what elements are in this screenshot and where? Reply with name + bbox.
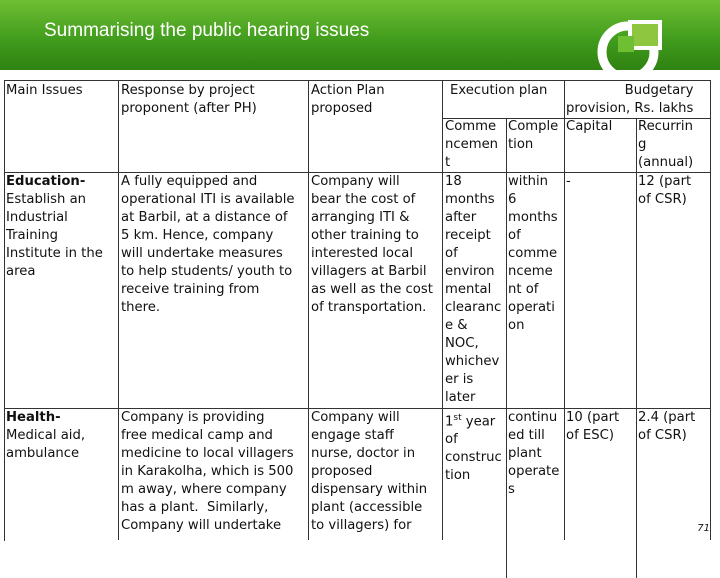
row-health-issue-detail: Medical aid, ambulance: [6, 428, 86, 461]
grid-line: [118, 80, 119, 540]
grid-line: [564, 80, 565, 540]
row-health-completion: continu ed till plant operate s: [508, 410, 560, 497]
grid-line: [710, 80, 711, 540]
grid-line: [308, 80, 309, 540]
header-main-issues: Main Issues: [6, 83, 83, 98]
row-health-recurring: 2.4 (part of CSR): [638, 410, 696, 443]
header-commencement: Comme ncemen t: [445, 119, 499, 170]
company-logo-icon: [588, 12, 678, 80]
header-response: Response by project proponent (after PH): [121, 83, 257, 116]
grid-line: [636, 118, 637, 578]
row-education-capital: -: [566, 174, 571, 189]
row-health-response: Company is providing free medical camp and medicine to local villagers in Karakolha, which is 500 m away, where company has a plant. Similarly, Company will undertake: [121, 410, 294, 533]
row-education-recurring: 12 (part of CSR): [638, 174, 692, 207]
row-education-issue-detail: Establish an Industrial Training Institute in the area: [6, 192, 103, 279]
grid-line: [442, 80, 443, 540]
row-education-response: A fully equipped and operational ITI is available at Barbil, at a distance of 5 km. Hence, company will undertake measures to help students/ youth to receive training from there.: [121, 174, 295, 315]
row-health-capital: 10 (part of ESC): [566, 410, 620, 443]
commencement-number: 1: [445, 414, 454, 430]
row-education-commencement: 18 months after receipt of environ mental clearanc e & NOC, whichev er is later: [445, 174, 502, 405]
row-health-issue-title: Health-: [6, 410, 61, 425]
header-budgetary: Budgetary provision, Rs. lakhs: [566, 83, 694, 116]
row-health-action-plan: Company will engage staff nurse, doctor in proposed dispensary within plant (accessible to villagers) for: [311, 410, 428, 533]
row-health-commencement: [445, 409, 502, 485]
header-completion: Comple tion: [508, 119, 559, 152]
commencement-text: year of construc tion: [445, 414, 502, 484]
header-execution-plan: Execution plan: [450, 83, 548, 98]
grid-line: [506, 118, 507, 578]
header-action-plan: Action Plan proposed: [311, 83, 385, 116]
row-education-action-plan: Company will bear the cost of arranging ITI & other training to interested local villagers at Barbil as well as the cost of transportation.: [311, 174, 433, 315]
page-number: 71: [697, 523, 710, 534]
row-education-issue-title: Education-: [6, 174, 86, 189]
slide-title: Summarising the public hearing issues: [44, 20, 370, 41]
row-education-completion: within 6 months of comme nceme nt of operati on: [508, 174, 558, 333]
commencement-ordinal: st: [453, 413, 462, 423]
header-recurring: Recurrin g (annual): [638, 119, 694, 170]
header-capital: Capital: [566, 119, 613, 134]
